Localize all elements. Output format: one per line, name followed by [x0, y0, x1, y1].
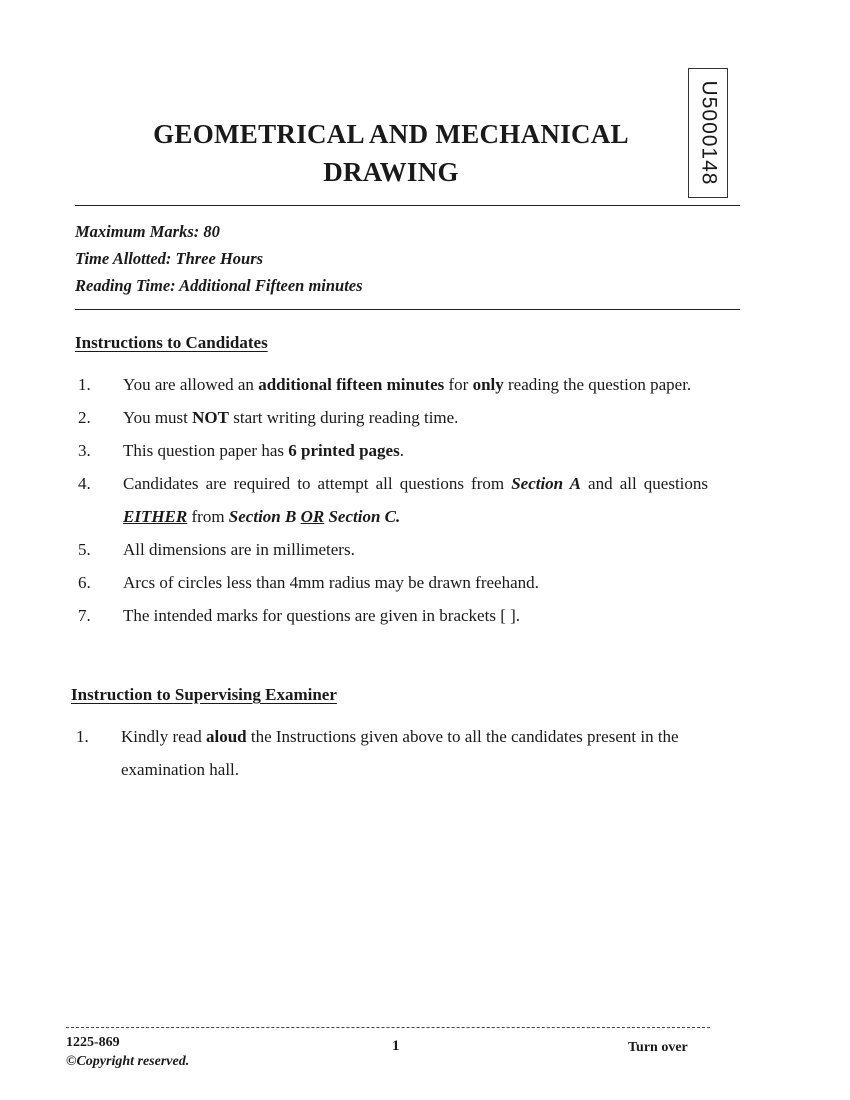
paper-title-line-2: DRAWING [323, 157, 459, 187]
instruction-number: 6. [78, 573, 91, 592]
instruction-number: 3. [78, 441, 91, 460]
reading-time: Reading Time: Additional Fifteen minutes [75, 276, 363, 295]
copyright-notice: ©Copyright reserved. [66, 1054, 190, 1069]
exam-info [75, 218, 363, 299]
instruction-item [78, 368, 708, 401]
info-divider [75, 309, 740, 310]
instruction-number: 2. [78, 408, 91, 427]
title-divider [75, 205, 740, 206]
paper-title [100, 115, 682, 191]
footer-divider [66, 1027, 710, 1028]
instruction-number: 1. [76, 727, 89, 746]
instruction-item [78, 434, 708, 467]
candidates-heading: Instructions to Candidates [75, 333, 268, 352]
instruction-text: You are allowed an additional fifteen minutes for only reading the question paper. [123, 375, 692, 394]
max-marks: Maximum Marks: 80 [75, 222, 220, 241]
examiner-heading: Instruction to Supervising Examiner [71, 685, 337, 704]
instruction-number: 7. [78, 606, 91, 625]
instruction-number: 4. [78, 474, 91, 493]
instruction-text: You must NOT start writing during reading time. [123, 408, 459, 427]
instruction-number: 5. [78, 540, 91, 559]
instruction-text: Candidates are required to attempt all questions from Section A and all questions EITHER from Section B OR Section C. [123, 474, 709, 526]
instruction-item [78, 599, 708, 632]
instruction-item [78, 533, 708, 566]
paper-code: U5000148 [697, 80, 721, 186]
page-number: 1 [392, 1038, 400, 1054]
instruction-item [78, 467, 708, 533]
turn-over-label: Turn over [628, 1040, 688, 1055]
paper-title-line-1: GEOMETRICAL AND MECHANICAL [153, 119, 629, 149]
instruction-text: All dimensions are in millimeters. [123, 540, 355, 559]
instruction-text: Arcs of circles less than 4mm radius may be drawn freehand. [123, 573, 539, 592]
instruction-text: The intended marks for questions are given in brackets [ ]. [123, 606, 521, 625]
instruction-number: 1. [78, 375, 91, 394]
examiner-instructions-list [76, 720, 706, 786]
paper-serial: 1225-869 [66, 1035, 120, 1050]
candidate-instructions-list [78, 368, 708, 632]
instruction-text: This question paper has 6 printed pages. [123, 441, 404, 460]
instruction-item [76, 720, 706, 786]
instruction-item [78, 566, 708, 599]
time-allotted: Time Allotted: Three Hours [75, 249, 264, 268]
instruction-item [78, 401, 708, 434]
instruction-text: Kindly read aloud the Instructions given above to all the candidates present in the examination hall. [121, 727, 679, 779]
paper-code-box [688, 68, 728, 198]
